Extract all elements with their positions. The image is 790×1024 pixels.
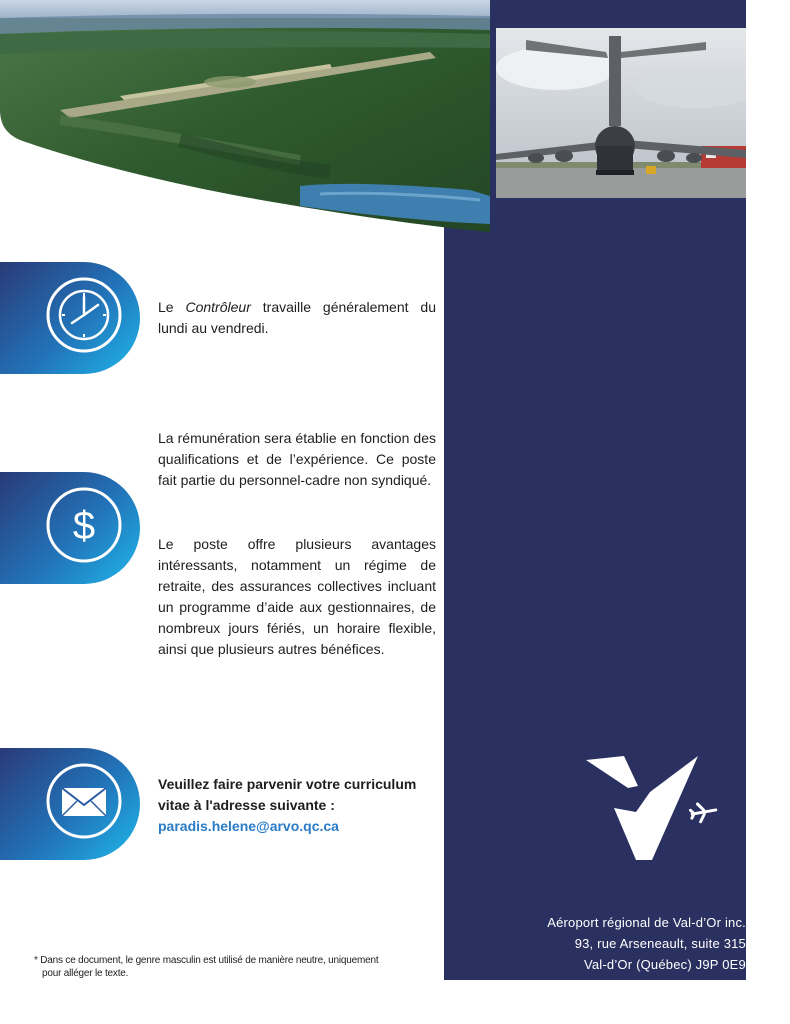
- aerial-airport-photo: [0, 0, 490, 232]
- envelope-icon: [46, 763, 122, 839]
- dollar-icon: [46, 487, 122, 563]
- contact-line-2: vitae à l'adresse suivante :: [158, 797, 335, 813]
- contact-tab: [0, 748, 140, 860]
- intro-role: Contrôleur: [185, 299, 251, 315]
- val-dor-logo: [580, 752, 730, 864]
- intro-rest: travaille généralement du lundi au vendredi.: [158, 299, 436, 336]
- airport-address: [470, 912, 746, 975]
- clock-icon: [46, 277, 122, 353]
- address-line-1: Aéroport régional de Val-d’Or inc.: [547, 915, 746, 930]
- contact-line-1: Veuillez faire parvenir votre curriculum: [158, 776, 417, 792]
- intro-prefix: Le: [158, 299, 186, 315]
- airplane-icon: [690, 801, 718, 823]
- footnote-line-1: * Dans ce document, le genre masculin est utilisé de manière neutre, uniquement: [34, 955, 379, 966]
- schedule-text: [158, 297, 436, 339]
- contact-email-link[interactable]: paradis.helene@arvo.qc.ca: [158, 818, 339, 834]
- remuneration-text: [158, 428, 436, 491]
- benefits-paragraph: Le poste offre plusieurs avantages intéressants, notamment un régime de retraite, des assurances collectives incluant un programme d’aide aux gestionnaires, de nombreux jours fériés, un horaire flexible, ainsi que plusieurs autres bénéfices.: [158, 536, 436, 657]
- footnote-line-2: pour alléger le texte.: [42, 968, 129, 979]
- salary-tab: [0, 472, 140, 584]
- benefits-text: [158, 534, 436, 660]
- address-line-2: 93, rue Arseneault, suite 315: [574, 936, 746, 951]
- footnote: [34, 954, 442, 980]
- svg-text:$: $: [72, 504, 96, 548]
- contact-block: [158, 774, 448, 837]
- address-line-3: Val-d’Or (Québec) J9P 0E9: [583, 957, 746, 972]
- military-plane-photo: [496, 28, 746, 198]
- schedule-tab: [0, 262, 140, 374]
- remuneration-paragraph: La rémunération sera établie en fonction des qualifications et de l’expérience. Ce poste fait partie du personnel-cadre non syndiqué.: [158, 430, 436, 488]
